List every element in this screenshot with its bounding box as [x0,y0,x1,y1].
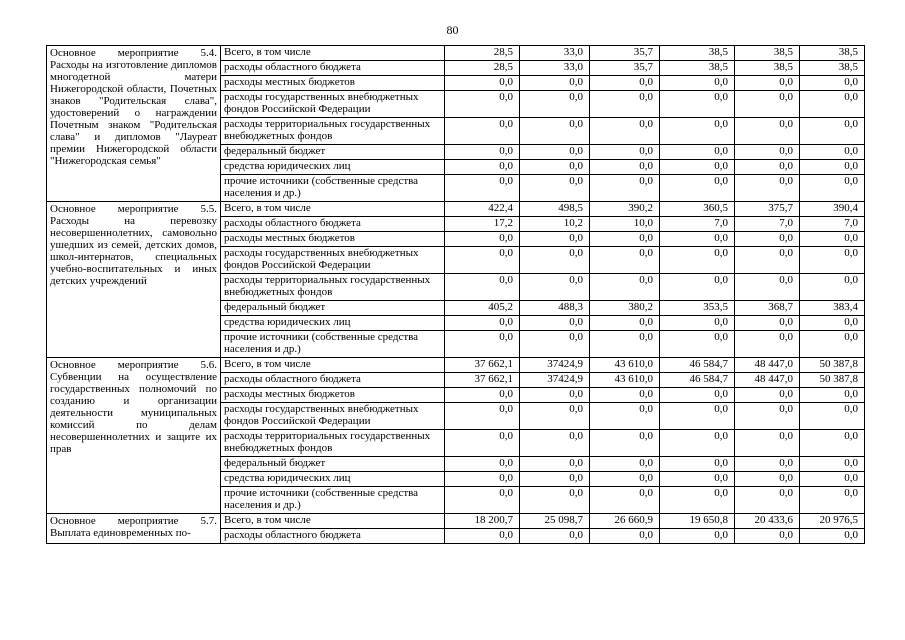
amount-cell: 0,0 [590,160,660,175]
amount-cell: 0,0 [660,388,735,403]
amount-cell: 38,5 [800,46,865,61]
funding-source: средства юридических лиц [221,316,445,331]
amount-cell: 0,0 [800,91,865,118]
amount-cell: 0,0 [800,403,865,430]
funding-source: федеральный бюджет [221,457,445,472]
amount-cell: 0,0 [800,118,865,145]
amount-cell: 26 660,9 [590,514,660,529]
amount-cell: 28,5 [445,46,520,61]
amount-cell: 0,0 [445,472,520,487]
amount-cell: 0,0 [590,76,660,91]
funding-source: федеральный бюджет [221,301,445,316]
amount-cell: 0,0 [660,118,735,145]
amount-cell: 0,0 [520,175,590,202]
funding-source: Всего, в том числе [221,202,445,217]
amount-cell: 0,0 [660,247,735,274]
amount-cell: 20 976,5 [800,514,865,529]
amount-cell: 0,0 [520,76,590,91]
amount-cell: 0,0 [800,232,865,247]
funding-source: Всего, в том числе [221,514,445,529]
funding-source: прочие источники (собственные средства населения и др.) [221,175,445,202]
amount-cell: 0,0 [520,529,590,544]
amount-cell: 7,0 [735,217,800,232]
amount-cell: 0,0 [800,331,865,358]
amount-cell: 0,0 [445,388,520,403]
amount-cell: 0,0 [800,175,865,202]
amount-cell: 28,5 [445,61,520,76]
amount-cell: 0,0 [735,274,800,301]
amount-cell: 37424,9 [520,373,590,388]
budget-table [46,45,865,544]
funding-source: расходы местных бюджетов [221,76,445,91]
amount-cell: 0,0 [660,175,735,202]
amount-cell: 0,0 [800,472,865,487]
funding-source: средства юридических лиц [221,472,445,487]
amount-cell: 37424,9 [520,358,590,373]
amount-cell: 0,0 [660,91,735,118]
table-row [47,202,865,217]
amount-cell: 0,0 [520,472,590,487]
amount-cell: 488,3 [520,301,590,316]
amount-cell: 0,0 [520,331,590,358]
amount-cell: 375,7 [735,202,800,217]
amount-cell: 0,0 [520,430,590,457]
amount-cell: 353,5 [660,301,735,316]
amount-cell: 0,0 [660,457,735,472]
funding-source: Всего, в том числе [221,358,445,373]
amount-cell: 38,5 [735,46,800,61]
funding-source: средства юридических лиц [221,160,445,175]
funding-source: расходы территориальных государственных внебюджетных фондов [221,118,445,145]
amount-cell: 43 610,0 [590,373,660,388]
amount-cell: 0,0 [445,430,520,457]
table-row [47,358,865,373]
amount-cell: 380,2 [590,301,660,316]
amount-cell: 0,0 [590,529,660,544]
amount-cell: 0,0 [445,160,520,175]
amount-cell: 0,0 [735,430,800,457]
amount-cell: 0,0 [660,316,735,331]
amount-cell: 0,0 [800,247,865,274]
amount-cell: 0,0 [520,118,590,145]
amount-cell: 0,0 [800,388,865,403]
amount-cell: 0,0 [590,232,660,247]
amount-cell: 0,0 [660,403,735,430]
amount-cell: 38,5 [735,61,800,76]
table-body [47,46,865,544]
amount-cell: 0,0 [520,247,590,274]
amount-cell: 0,0 [800,160,865,175]
amount-cell: 0,0 [735,175,800,202]
amount-cell: 0,0 [660,331,735,358]
amount-cell: 0,0 [660,430,735,457]
amount-cell: 405,2 [445,301,520,316]
measure-description: Основное мероприятие 5.6. Субвенции на осуществление государственных полномочий по созданию и организации деятельности муниципальных комиссий по делам несовершеннолетних и защите их прав [47,358,221,514]
amount-cell: 0,0 [590,118,660,145]
amount-cell: 0,0 [445,529,520,544]
funding-source: расходы местных бюджетов [221,388,445,403]
funding-source: расходы областного бюджета [221,529,445,544]
measure-description: Основное мероприятие 5.7. Выплата единовременных по- [47,514,221,544]
amount-cell: 0,0 [660,472,735,487]
amount-cell: 0,0 [520,232,590,247]
amount-cell: 0,0 [735,403,800,430]
amount-cell: 0,0 [520,487,590,514]
amount-cell: 0,0 [735,529,800,544]
amount-cell: 0,0 [800,529,865,544]
amount-cell: 0,0 [735,388,800,403]
amount-cell: 0,0 [520,160,590,175]
funding-source: расходы государственных внебюджетных фондов Российской Федерации [221,247,445,274]
funding-source: расходы территориальных государственных внебюджетных фондов [221,430,445,457]
funding-source: расходы областного бюджета [221,373,445,388]
amount-cell: 0,0 [590,145,660,160]
amount-cell: 0,0 [445,91,520,118]
amount-cell: 0,0 [445,457,520,472]
amount-cell: 0,0 [660,487,735,514]
amount-cell: 0,0 [735,247,800,274]
funding-source: расходы областного бюджета [221,217,445,232]
amount-cell: 10,0 [590,217,660,232]
amount-cell: 35,7 [590,61,660,76]
amount-cell: 0,0 [590,247,660,274]
amount-cell: 0,0 [520,316,590,331]
amount-cell: 0,0 [660,76,735,91]
amount-cell: 0,0 [590,175,660,202]
amount-cell: 0,0 [445,331,520,358]
amount-cell: 0,0 [445,247,520,274]
funding-source: расходы местных бюджетов [221,232,445,247]
amount-cell: 0,0 [735,331,800,358]
amount-cell: 20 433,6 [735,514,800,529]
amount-cell: 0,0 [445,145,520,160]
amount-cell: 0,0 [445,403,520,430]
amount-cell: 0,0 [520,145,590,160]
amount-cell: 422,4 [445,202,520,217]
amount-cell: 0,0 [735,145,800,160]
amount-cell: 38,5 [660,61,735,76]
funding-source: расходы государственных внебюджетных фондов Российской Федерации [221,91,445,118]
amount-cell: 0,0 [735,76,800,91]
funding-source: прочие источники (собственные средства населения и др.) [221,487,445,514]
amount-cell: 0,0 [735,118,800,145]
amount-cell: 360,5 [660,202,735,217]
funding-source: расходы территориальных государственных внебюджетных фондов [221,274,445,301]
amount-cell: 0,0 [590,457,660,472]
amount-cell: 0,0 [520,91,590,118]
amount-cell: 498,5 [520,202,590,217]
amount-cell: 33,0 [520,46,590,61]
amount-cell: 0,0 [445,274,520,301]
amount-cell: 48 447,0 [735,373,800,388]
amount-cell: 390,2 [590,202,660,217]
funding-source: расходы государственных внебюджетных фондов Российской Федерации [221,403,445,430]
amount-cell: 390,4 [800,202,865,217]
amount-cell: 7,0 [660,217,735,232]
amount-cell: 0,0 [590,472,660,487]
amount-cell: 0,0 [735,232,800,247]
amount-cell: 0,0 [590,430,660,457]
amount-cell: 0,0 [800,274,865,301]
amount-cell: 0,0 [590,403,660,430]
measure-description: Основное мероприятие 5.4. Расходы на изготовление дипломов многодетной матери Нижегородской области, Почетных знаков "Родительская слава", удостоверений о награждении Почетным знаком "Родительская слава" и дипломов "Лауреат премии Нижегородской области "Нижегородская семья" [47,46,221,202]
amount-cell: 33,0 [520,61,590,76]
amount-cell: 17,2 [445,217,520,232]
amount-cell: 0,0 [445,118,520,145]
amount-cell: 0,0 [800,457,865,472]
amount-cell: 0,0 [660,232,735,247]
amount-cell: 0,0 [445,232,520,247]
amount-cell: 37 662,1 [445,373,520,388]
amount-cell: 0,0 [660,529,735,544]
amount-cell: 0,0 [590,487,660,514]
amount-cell: 25 098,7 [520,514,590,529]
funding-source: расходы областного бюджета [221,61,445,76]
measure-description: Основное мероприятие 5.5. Расходы на перевозку несовершеннолетних, самовольно ушедших из семей, детских домов, школ-интернатов, специальных учебно-воспитательных и иных детских учреждений [47,202,221,358]
amount-cell: 0,0 [660,160,735,175]
amount-cell: 0,0 [735,487,800,514]
amount-cell: 0,0 [735,160,800,175]
amount-cell: 368,7 [735,301,800,316]
amount-cell: 37 662,1 [445,358,520,373]
amount-cell: 0,0 [520,274,590,301]
amount-cell: 0,0 [660,274,735,301]
amount-cell: 35,7 [590,46,660,61]
amount-cell: 0,0 [800,487,865,514]
amount-cell: 46 584,7 [660,358,735,373]
amount-cell: 0,0 [445,487,520,514]
amount-cell: 0,0 [520,388,590,403]
funding-source: федеральный бюджет [221,145,445,160]
amount-cell: 50 387,8 [800,373,865,388]
page-number: 80 [446,23,459,37]
amount-cell: 0,0 [445,175,520,202]
amount-cell: 0,0 [735,457,800,472]
amount-cell: 48 447,0 [735,358,800,373]
amount-cell: 43 610,0 [590,358,660,373]
amount-cell: 50 387,8 [800,358,865,373]
amount-cell: 10,2 [520,217,590,232]
amount-cell: 0,0 [590,91,660,118]
amount-cell: 0,0 [800,76,865,91]
amount-cell: 0,0 [735,316,800,331]
amount-cell: 0,0 [660,145,735,160]
amount-cell: 0,0 [590,388,660,403]
amount-cell: 0,0 [800,145,865,160]
amount-cell: 0,0 [800,430,865,457]
amount-cell: 0,0 [590,331,660,358]
amount-cell: 0,0 [800,316,865,331]
amount-cell: 0,0 [735,91,800,118]
funding-source: прочие источники (собственные средства населения и др.) [221,331,445,358]
amount-cell: 46 584,7 [660,373,735,388]
amount-cell: 0,0 [590,316,660,331]
amount-cell: 38,5 [660,46,735,61]
amount-cell: 0,0 [520,457,590,472]
funding-source: Всего, в том числе [221,46,445,61]
amount-cell: 19 650,8 [660,514,735,529]
table-row [47,46,865,61]
amount-cell: 0,0 [520,403,590,430]
table-row [47,514,865,529]
amount-cell: 38,5 [800,61,865,76]
amount-cell: 0,0 [735,472,800,487]
amount-cell: 18 200,7 [445,514,520,529]
amount-cell: 0,0 [590,274,660,301]
amount-cell: 0,0 [445,316,520,331]
amount-cell: 0,0 [445,76,520,91]
amount-cell: 383,4 [800,301,865,316]
amount-cell: 7,0 [800,217,865,232]
